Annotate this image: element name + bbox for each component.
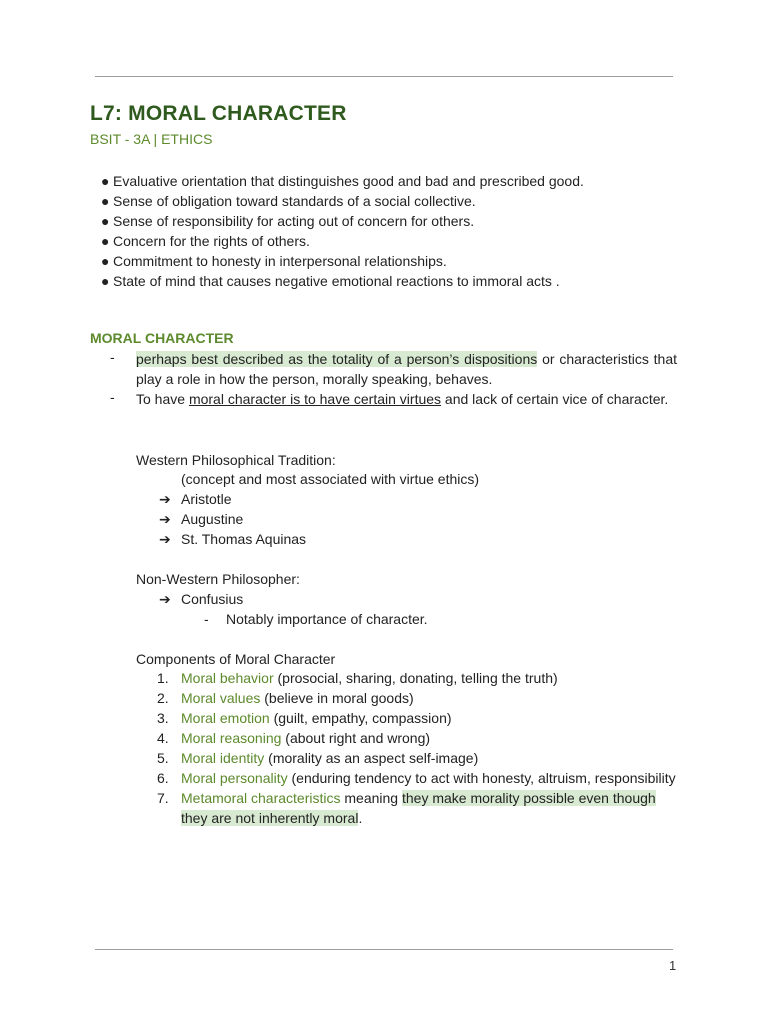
component-term: Moral reasoning [181, 730, 282, 746]
footer-rule [95, 949, 673, 950]
definition-item [110, 349, 677, 389]
component-term: Metamoral characteristics [181, 790, 341, 806]
components-list [157, 668, 677, 828]
component-term: Moral behavior [181, 670, 274, 686]
bullet-icon: ● [101, 253, 110, 269]
arrow-right-icon: ➔ [159, 531, 171, 547]
non-western-heading: Non-Western Philosopher: [136, 571, 300, 587]
list-item: ● Concern for the rights of others. [101, 233, 310, 249]
bullet-icon: ● [101, 273, 110, 289]
list-item: 5. Moral identity (morality as an aspect self-image) [157, 750, 479, 766]
list-item: ● Sense of obligation toward standards of a social collective. [101, 193, 476, 209]
list-item: 6. Moral personality (enduring tendency to act with honesty, altruism, responsibility [157, 770, 676, 786]
component-term: Moral values [181, 690, 261, 706]
dash-marker: - [204, 611, 209, 627]
western-heading: Western Philosophical Tradition: [136, 452, 336, 468]
components-heading: Components of Moral Character [136, 651, 336, 667]
component-term: Moral identity [181, 750, 265, 766]
page-title: L7: MORAL CHARACTER [90, 102, 347, 125]
section-heading: MORAL CHARACTER [90, 330, 234, 346]
list-item: 3. Moral emotion (guilt, empathy, compassion) [157, 710, 452, 726]
header-rule [95, 76, 673, 77]
underlined-text: moral character is to have certain virtues [188, 391, 442, 407]
bullet-icon: ● [101, 213, 110, 229]
list-item: ● State of mind that causes negative emotional reactions to immoral acts . [101, 273, 560, 289]
list-item: ➔ Confusius [159, 591, 244, 607]
trait-bullet-list [101, 171, 701, 291]
list-item: 1. Moral behavior (prosocial, sharing, donating, telling the truth) [157, 670, 558, 686]
definition-item [110, 389, 677, 409]
list-item: ➔ St. Thomas Aquinas [159, 531, 307, 547]
list-item: ● Commitment to honesty in interpersonal relationships. [101, 253, 447, 269]
highlighted-text: they make morality possible even though they are not inherently moral [181, 790, 656, 826]
component-term: Moral personality [181, 770, 288, 786]
definition-text: perhaps best described as the totality of a person’s dispositions or characteristics that play a role in how the person, morally speaking, behaves. [136, 351, 677, 387]
list-item: - Notably importance of character. [204, 611, 428, 627]
bullet-icon: ● [101, 193, 110, 209]
dash-marker: - [110, 349, 115, 365]
component-term: Moral emotion [181, 710, 270, 726]
list-item: 4. Moral reasoning (about right and wrong) [157, 730, 431, 746]
arrow-right-icon: ➔ [159, 491, 171, 507]
highlighted-text: perhaps best described as the totality of a person’s dispositions [136, 351, 538, 367]
arrow-right-icon: ➔ [159, 511, 171, 527]
list-item: ● Sense of responsibility for acting out of concern for others. [101, 213, 475, 229]
list-item: ➔ Augustine [159, 511, 244, 527]
list-item: ➔ Aristotle [159, 491, 232, 507]
western-note: (concept and most associated with virtue ethics) [181, 471, 480, 487]
arrow-right-icon: ➔ [159, 591, 171, 607]
list-item: ● Evaluative orientation that distinguishes good and bad and prescribed good. [101, 173, 584, 189]
page-subtitle: BSIT - 3A | ETHICS [90, 131, 213, 147]
definition-text: To have moral character is to have certain virtues and lack of certain vice of character. [136, 391, 669, 407]
list-item: 7. Metamoral characteristics meaning they make morality possible even though they are not inherently moral. [157, 790, 656, 826]
page-number: 1 [669, 958, 677, 973]
list-item: 2. Moral values (believe in moral goods) [157, 690, 414, 706]
bullet-icon: ● [101, 173, 110, 189]
bullet-icon: ● [101, 233, 110, 249]
dash-marker: - [110, 389, 115, 405]
